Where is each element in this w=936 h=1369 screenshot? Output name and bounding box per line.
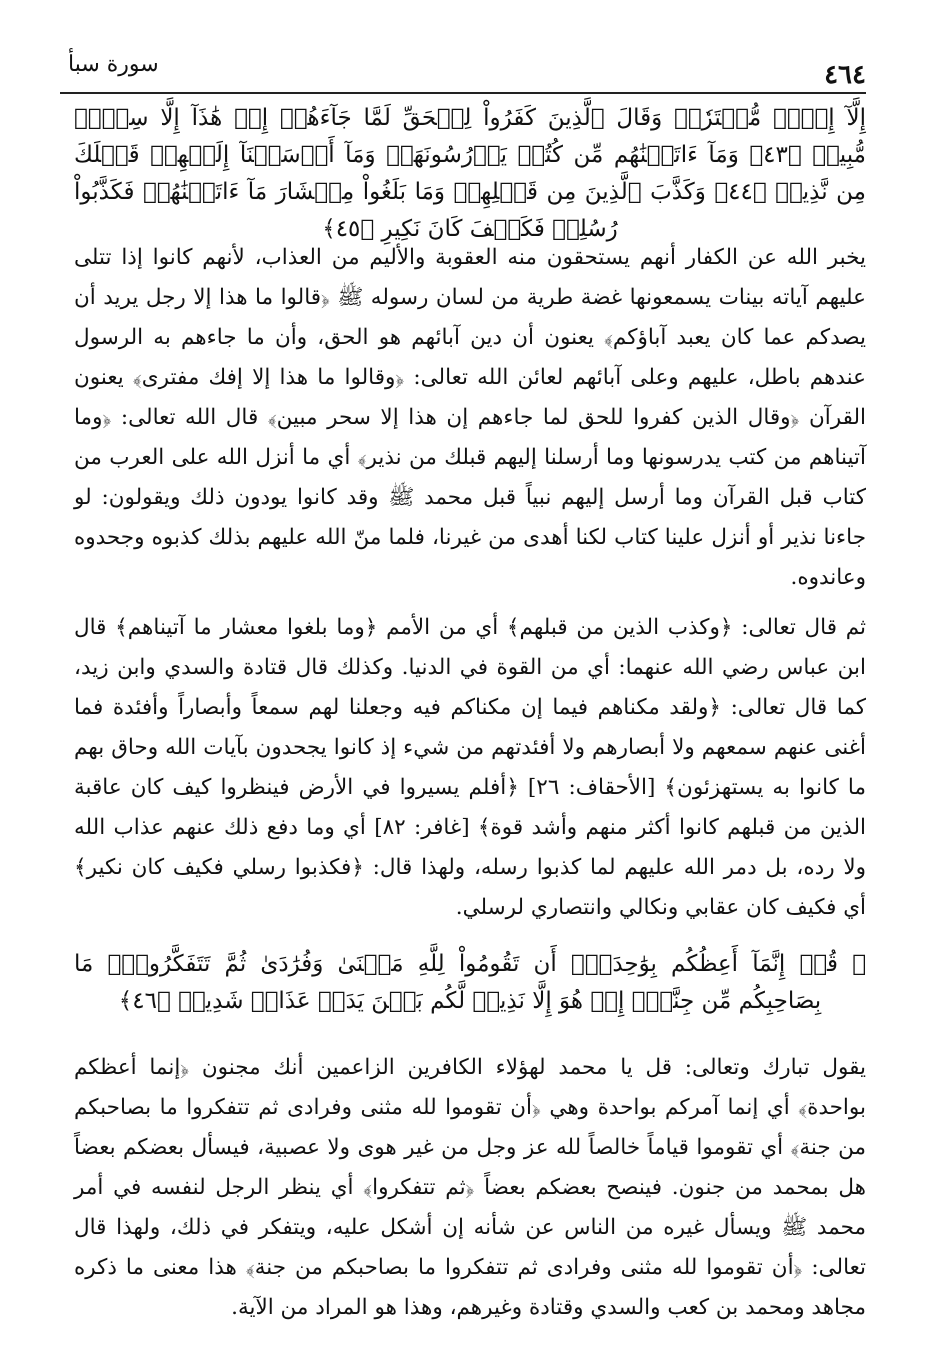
header-rule (60, 92, 866, 94)
commentary-section-1 (74, 238, 866, 598)
commentary-section-3 (74, 1048, 866, 1328)
page-header (60, 50, 866, 94)
surah-name: سورة سبأ (68, 52, 159, 77)
commentary-section-2 (74, 608, 866, 928)
quran-verse-block-1: إِلَّآ إِفۡكٞ مُّفۡتَرٗىۚ وَقَالَ ٱلَّذِينَ كَفَرُواْ لِلۡحَقِّ لَمَّا جَآءَهُمۡ إِنۡ هَٰذَآ إِلَّا سِحۡرٞ مُّبِينٞ ﴿٤٣﴾ وَمَآ ءَاتَيۡنَٰهُم مِّن كُتُبٖ يَدۡرُسُونَهَاۖ وَمَآ أَرۡسَلۡنَآ إِلَيۡهِمۡ قَبۡلَكَ مِن نَّذِيرٖ ﴿٤٤﴾ وَكَذَّبَ ٱلَّذِينَ مِن قَبۡلِهِمۡ وَمَا بَلَغُواْ مِعۡشَارَ مَآ ءَاتَيۡنَٰهُمۡ فَكَذَّبُواْ رُسُلِيۖ فَكَيۡفَ كَانَ نَكِيرِ ﴿٤٥﴾ (74, 105, 866, 242)
commentary-paragraph: ثم قال تعالى: ﴿وكذب الذين من قبلهم﴾ أي من الأمم ﴿وما بلغوا معشار ما آتيناهم﴾ قال ابن عباس رضي الله عنهما: أي من القوة في الدنيا. وكذلك قال قتادة والسدي وابن زيد، كما قال تعالى: ﴿ولقد مكناهم فيما إن مكناكم فيه وجعلنا لهم سمعاً وأبصاراً وأفئدة فما أغنى عنهم سمعهم ولا أبصارهم ولا أفئدتهم من شيء إذ كانوا يجحدون بآيات الله وحاق بهم ما كانوا به يستهزئون﴾ [الأحقاف: ٢٦] ﴿أفلم يسيروا في الأرض فينظروا كيف كان عاقبة الذين من قبلهم كانوا أكثر منهم وأشد قوة﴾ [غافر: ٨٢] أي وما دفع ذلك عنهم عذاب الله ولا رده، بل دمر الله عليهم لما كذبوا رسله، ولهذا قال: ﴿فكذبوا رسلي فكيف كان نكير﴾ أي فكيف كان عقابي ونكالي وانتصاري لرسلي. (74, 615, 866, 920)
quran-verse-block-2: ۞ قُلۡ إِنَّمَآ أَعِظُكُم بِوَٰحِدَةٍۖ أَن تَقُومُواْ لِلَّهِ مَثۡنَىٰ وَفُرَٰدَىٰ ثُمَّ تَتَفَكَّرُواْۚ مَا بِصَاحِبِكُم مِّن جِنَّةٍۚ إِنۡ هُوَ إِلَّا نَذِيرٞ لَّكُم بَيۡنَ يَدَيۡ عَذَابٖ شَدِيدٖ ﴿٤٦﴾ (74, 951, 866, 1014)
page-number: ٤٦٤ (824, 60, 866, 90)
commentary-paragraph: يخبر الله عن الكفار أنهم يستحقون منه العقوبة والأليم من العذاب، لأنهم كانوا إذا تتلى عليهم آياته بينات يسمعونها غضة طرية من لسان رسوله ﷺ ﴿قالوا ما هذا إلا رجل يريد أن يصدكم عما كان يعبد آباؤكم﴾ يعنون أن دين آبائهم هو الحق، وأن ما جاءهم به الرسول عندهم باطل، عليهم وعلى آبائهم لعائن الله تعالى: ﴿وقالوا ما هذا إلا إفك مفترى﴾ يعنون القرآن ﴿وقال الذين كفروا للحق لما جاءهم إن هذا إلا سحر مبين﴾ قال الله تعالى: ﴿وما آتيناهم من كتب يدرسونها وما أرسلنا إليهم قبلك من نذير﴾ أي ما أنزل الله على العرب من كتاب قبل القرآن وما أرسل إليهم نبياً قبل محمد ﷺ وقد كانوا يودون ذلك ويقولون: لو جاءنا نذير أو أنزل علينا كتاب لكنا أهدى من غيرنا، فلما منّ الله عليهم بذلك كذبوه وجحدوه وعاندوه. (74, 245, 866, 590)
commentary-paragraph: يقول تبارك وتعالى: قل يا محمد لهؤلاء الكافرين الزاعمين أنك مجنون ﴿إنما أعظكم بواحدة﴾ أي إنما آمركم بواحدة وهي ﴿أن تقوموا لله مثنى وفرادى ثم تتفكروا ما بصاحبكم من جنة﴾ أي تقوموا قياماً خالصاً لله عز وجل من غير هوى ولا عصبية، فيسأل بعضكم بعضاً هل بمحمد من جنون. فينصح بعضكم بعضاً ﴿ثم تتفكروا﴾ أي ينظر الرجل لنفسه في أمر محمد ﷺ ويسأل غيره من الناس عن شأنه إن أشكل عليه، ويتفكر في ذلك، ولهذا قال تعالى: ﴿أن تقوموا لله مثنى وفرادى ثم تتفكروا ما بصاحبكم من جنة﴾ هذا معنى ما ذكره مجاهد ومحمد بن كعب والسدي وقتادة وغيرهم، وهذا هو المراد من الآية. (74, 1055, 866, 1320)
